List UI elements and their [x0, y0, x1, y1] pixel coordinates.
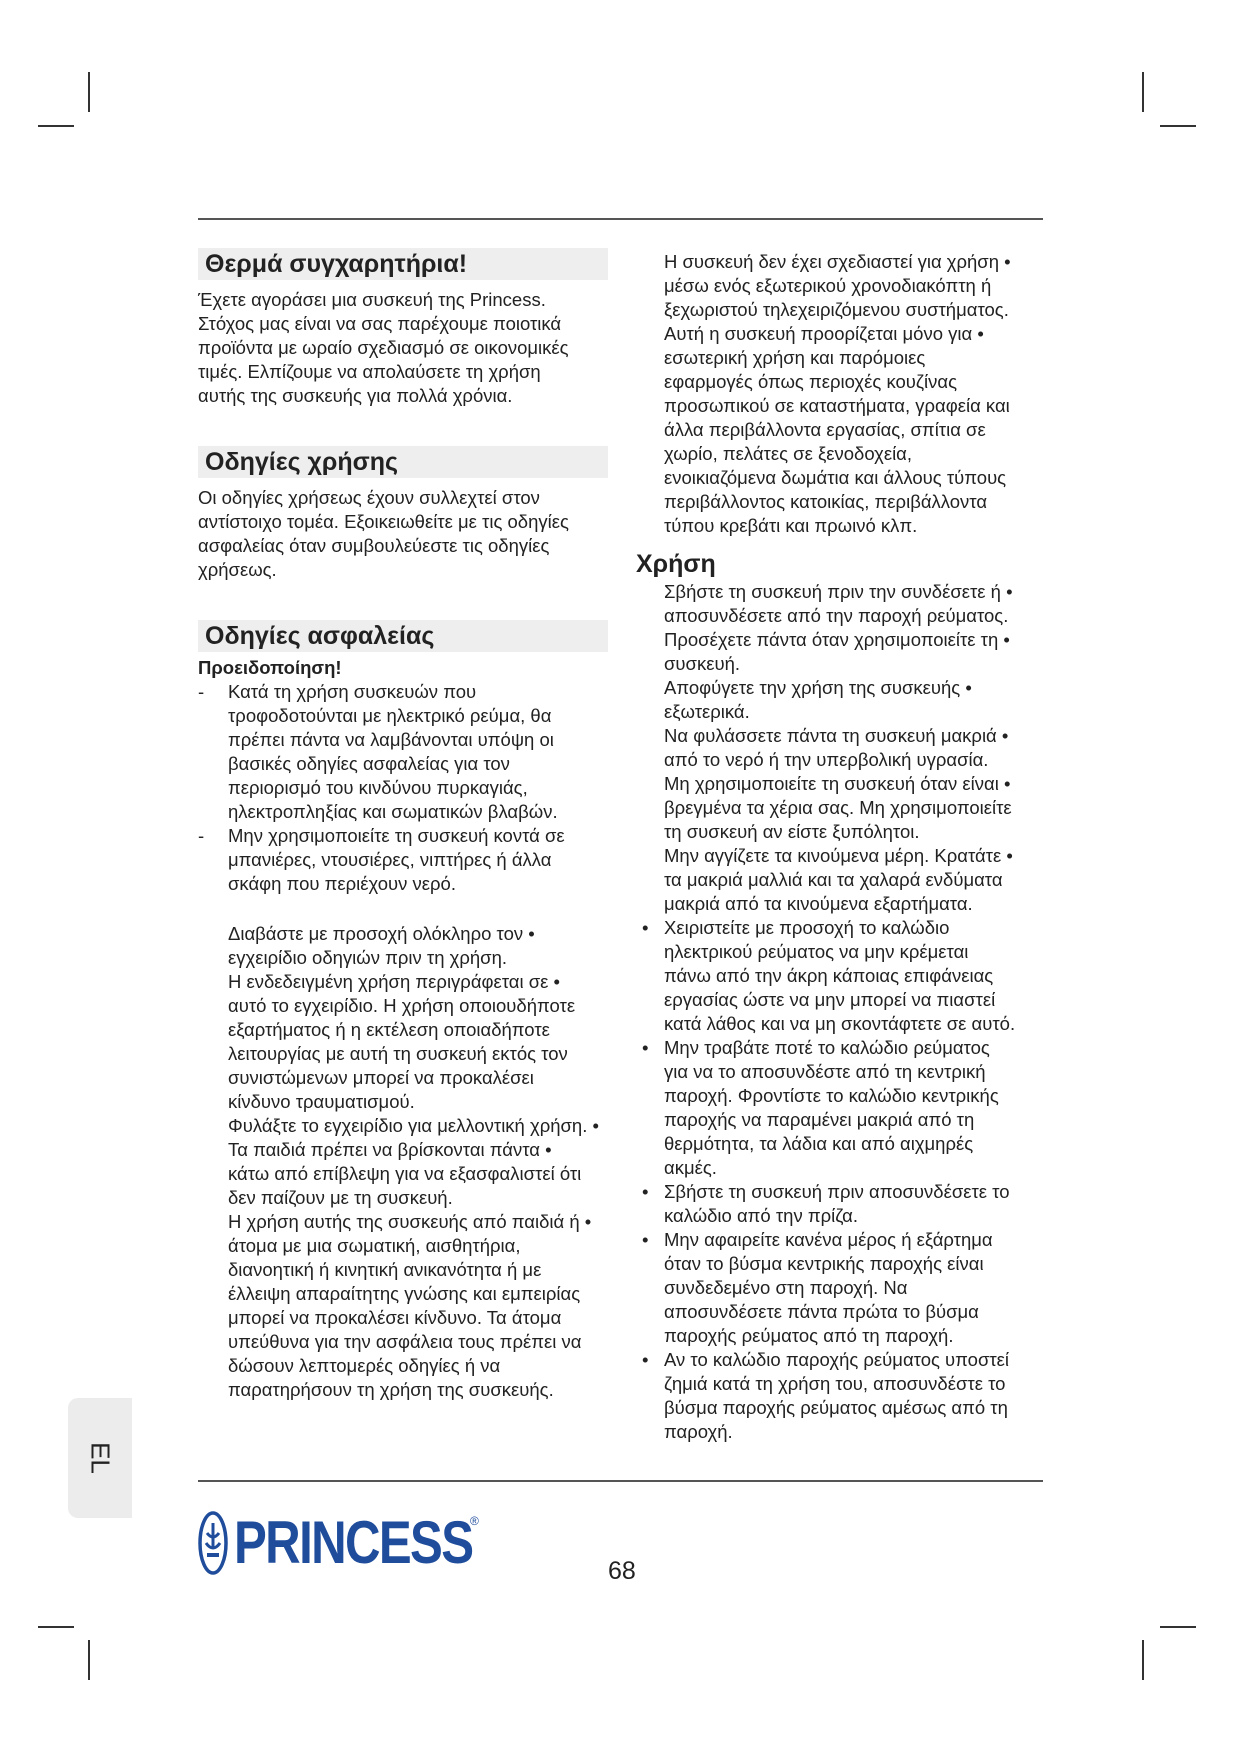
- text-line: μπορεί να προκαλέσει κίνδυνο. Τα άτομα: [228, 1307, 562, 1328]
- text-line: ζημιά κατά τη χρήση του, αποσυνδέστε το: [664, 1373, 1006, 1394]
- text-line: Κατά τη χρήση συσκευών που: [228, 681, 477, 702]
- text-line: βασικές οδηγίες ασφαλείας για τον: [228, 753, 510, 774]
- use-item: [638, 676, 1048, 724]
- text-line: παροχής να παραμένει μακριά από τη: [664, 1109, 975, 1130]
- language-label: EL: [85, 1442, 116, 1474]
- text-line: Έχετε αγοράσει μια συσκευή της Princess.: [198, 289, 546, 310]
- text-line: δεν παίζουν με τη συσκευή.: [228, 1187, 453, 1208]
- crop-mark: [38, 1626, 74, 1628]
- crop-mark: [1160, 125, 1196, 127]
- text-line: τη συσκευή αν είστε ξυπόλητοι.: [664, 821, 920, 842]
- text-line: τύπου κρεβάτι και πρωινό κλπ.: [664, 515, 918, 536]
- bullet-mark: •: [642, 1349, 649, 1370]
- text-line: μέσω ενός εξωτερικού χρονοδιακόπτη ή: [664, 275, 992, 296]
- text-line: εφαρμογές όπως περιοχές κουζίνας: [664, 371, 958, 392]
- text-line: τιμές. Ελπίζουμε να απολαύσετε τη χρήση: [198, 361, 541, 382]
- text-line: συνιστώμενων μπορεί να προκαλέσει: [228, 1067, 534, 1088]
- section-heading-congratulations: Θερμά συγχαρητήρια!: [198, 248, 608, 280]
- right-column: [638, 250, 1048, 1444]
- safety-item: [228, 922, 608, 970]
- crop-mark: [1160, 1626, 1196, 1628]
- section-heading-safety: Οδηγίες ασφαλείας: [198, 620, 608, 652]
- text-line: αυτό το εγχειρίδιο. Η χρήση οποιουδήποτε: [228, 995, 576, 1016]
- instructions-text: [198, 486, 608, 582]
- text-line: Χειριστείτε με προσοχή το καλώδιο: [664, 917, 950, 938]
- use-item: [638, 628, 1048, 676]
- text-line: εσωτερική χρήση και παρόμοιες: [664, 347, 926, 368]
- text-line: Φυλάξτε το εγχειρίδιο για μελλοντική χρήση. •: [228, 1114, 608, 1138]
- safety-item: [228, 970, 608, 1114]
- text-line: συνδεδεμένο στη παροχή. Να: [664, 1277, 908, 1298]
- right-item: [638, 322, 1048, 538]
- princess-logo: [198, 1508, 525, 1578]
- bullet-item: [638, 1348, 1048, 1444]
- dash-item: [198, 824, 608, 896]
- safety-item: [228, 1114, 608, 1138]
- text-line: σκάφη που περιέχουν νερό.: [228, 873, 456, 894]
- crown-emblem-icon: [198, 1509, 228, 1577]
- crop-mark: [1142, 1640, 1144, 1680]
- text-line: τροφοδοτούνται με ηλεκτρικό ρεύμα, θα: [228, 705, 552, 726]
- section-heading-instructions: Οδηγίες χρήσης: [198, 446, 608, 478]
- text-line: προϊόντα με ωραίο σχεδιασμό σε οικονομικές: [198, 337, 569, 358]
- text-line: Μην αφαιρείτε κανένα μέρος ή εξάρτημα: [664, 1229, 993, 1250]
- safety-item: [228, 1210, 608, 1402]
- text-line: Σβήστε τη συσκευή πριν την συνδέσετε ή •: [664, 580, 1048, 604]
- text-line: χρήσεως.: [198, 559, 277, 580]
- text-line: κίνδυνο τραυματισμού.: [228, 1091, 415, 1112]
- text-line: παροχή.: [664, 1421, 733, 1442]
- text-line: υπεύθυνα για την ασφάλεια τους πρέπει να: [228, 1331, 582, 1352]
- text-line: αποσυνδέσετε από την παροχή ρεύματος.: [664, 605, 1009, 626]
- crop-mark: [88, 72, 90, 112]
- text-line: παρατηρήσουν τη χρήση της συσκευής.: [228, 1379, 554, 1400]
- text-line: εξαρτήματος ή η εκτέλεση οποιαδήποτε: [228, 1019, 550, 1040]
- text-line: για να το αποσυνδέστε από τη κεντρική: [664, 1061, 986, 1082]
- text-line: μακριά από τα κινούμενα εξαρτήματα.: [664, 893, 973, 914]
- text-line: μπανιέρες, ντουσιέρες, νιπτήρες ή άλλα: [228, 849, 552, 870]
- congratulations-text: [198, 288, 608, 408]
- text-line: Να φυλάσσετε πάντα τη συσκευή μακριά •: [664, 724, 1048, 748]
- text-line: Στόχος μας είναι να σας παρέχουμε ποιοτικά: [198, 313, 562, 334]
- text-line: Η ενδεδειγμένη χρήση περιγράφεται σε •: [228, 970, 608, 994]
- language-tab: [68, 1398, 132, 1518]
- text-line: αποσυνδέσετε πάντα πρώτα το βύσμα: [664, 1301, 979, 1322]
- text-line: εγχειρίδιο οδηγιών πριν τη χρήση.: [228, 947, 507, 968]
- text-line: πάνω από την άκρη κάποιας επιφάνειας: [664, 965, 994, 986]
- use-item: [638, 772, 1048, 844]
- page-number: 68: [608, 1557, 636, 1585]
- text-line: όταν το βύσμα κεντρικής παροχής είναι: [664, 1253, 984, 1274]
- text-line: Τα παιδιά πρέπει να βρίσκονται πάντα •: [228, 1138, 608, 1162]
- text-line: εργασίας ώστε να μην μπορεί να πιαστεί: [664, 989, 996, 1010]
- text-line: Αποφύγετε την χρήση της συσκευής •: [664, 676, 1048, 700]
- text-line: διανοητική ή κινητική ανικανότητα ή με: [228, 1259, 542, 1280]
- text-line: λειτουργίας με αυτή τη συσκευή εκτός τον: [228, 1043, 568, 1064]
- text-line: παροχή. Φροντίστε το καλώδιο κεντρικής: [664, 1085, 999, 1106]
- text-line: άτομα με μια σωματική, αισθητήρια,: [228, 1235, 521, 1256]
- text-line: βρεγμένα τα χέρια σας. Μη χρησιμοποιείτε: [664, 797, 1012, 818]
- bullet-item: [638, 1228, 1048, 1348]
- crop-mark: [38, 125, 74, 127]
- warning-title: Προειδοποίηση!: [198, 657, 342, 678]
- text-line: Μην τραβάτε ποτέ το καλώδιο ρεύματος: [664, 1037, 990, 1058]
- text-line: αυτής της συσκευής για πολλά χρόνια.: [198, 385, 513, 406]
- text-line: δώσουν λεπτομερές οδηγίες ή να: [228, 1355, 501, 1376]
- text-line: άλλα περιβάλλοντα εργασίας, σπίτια σε: [664, 419, 986, 440]
- safety-item: [228, 1138, 608, 1210]
- text-line: περιβάλλοντος κατοικίας, περιβάλλοντα: [664, 491, 988, 512]
- bullet-mark: •: [642, 1037, 649, 1058]
- text-line: ενοικιαζόμενα δωμάτια και άλλους τύπους: [664, 467, 1007, 488]
- bullet-mark: •: [642, 1229, 649, 1250]
- left-column: [198, 248, 608, 1402]
- text-line: Διαβάστε με προσοχή ολόκληρο τον •: [228, 922, 608, 946]
- text-line: Μη χρησιμοποιείτε τη συσκευή όταν είναι •: [664, 772, 1048, 796]
- registered-mark: ®: [470, 1514, 479, 1528]
- dash-mark: -: [198, 681, 205, 702]
- text-line: κατά λάθος και να μη σκοντάφτετε σε αυτό.: [664, 1013, 1016, 1034]
- text-line: Μην χρησιμοποιείτε τη συσκευή κοντά σε: [228, 825, 565, 846]
- text-line: τα μακριά μαλλιά και τα χαλαρά ενδύματα: [664, 869, 1003, 890]
- dash-mark: -: [198, 825, 205, 846]
- use-item: [638, 844, 1048, 916]
- text-line: Οι οδηγίες χρήσεως έχουν συλλεχτεί στον: [198, 487, 540, 508]
- bullet-item: [638, 916, 1048, 1036]
- dash-item: [198, 680, 608, 824]
- text-line: κάτω από επίβλεψη για να εξασφαλιστεί ότι: [228, 1163, 582, 1184]
- bullet-mark: •: [642, 917, 649, 938]
- brand-wordmark: PRINCESS: [234, 1509, 473, 1576]
- use-item: [638, 580, 1048, 628]
- text-line: συσκευή.: [664, 653, 740, 674]
- text-line: καλώδιο από την πρίζα.: [664, 1205, 858, 1226]
- text-line: από το νερό ή την υπερβολική υγρασία.: [664, 749, 989, 770]
- bottom-rule: [198, 1480, 1043, 1482]
- text-line: παροχής ρεύματος από τη παροχή.: [664, 1325, 954, 1346]
- text-line: Αυτή η συσκευή προορίζεται μόνο για •: [664, 322, 1048, 346]
- right-item: [638, 250, 1048, 322]
- text-line: Αν το καλώδιο παροχής ρεύματος υποστεί: [664, 1349, 1010, 1370]
- bullet-item: [638, 1180, 1048, 1228]
- text-line: Η χρήση αυτής της συσκευής από παιδιά ή •: [228, 1210, 608, 1234]
- text-line: εξωτερικά.: [664, 701, 750, 722]
- text-line: βύσμα παροχής ρεύματος αμέσως από τη: [664, 1397, 1008, 1418]
- text-line: Σβήστε τη συσκευή πριν αποσυνδέσετε το: [664, 1181, 1010, 1202]
- text-line: Η συσκευή δεν έχει σχεδιαστεί για χρήση •: [664, 250, 1048, 274]
- bullet-item: [638, 1036, 1048, 1180]
- section-heading-use: Χρήση: [636, 550, 716, 578]
- text-line: ασφαλείας όταν συμβουλεύεστε τις οδηγίες: [198, 535, 550, 556]
- text-line: ακμές.: [664, 1157, 717, 1178]
- text-line: ξεχωριστού τηλεχειριζόμενου συστήματος.: [664, 299, 1009, 320]
- text-line: χωρίο, πελάτες σε ξενοδοχεία,: [664, 443, 913, 464]
- text-line: θερμότητα, τα λάδια και από αιχμηρές: [664, 1133, 974, 1154]
- safety-items: [198, 922, 608, 1402]
- text-line: έλλειψη απαραίτητης γνώσης και εμπειρίας: [228, 1283, 581, 1304]
- text-line: προσωπικού σε καταστήματα, γραφεία και: [664, 395, 1010, 416]
- crop-mark: [1142, 72, 1144, 112]
- text-line: αντίστοιχο τομέα. Εξοικειωθείτε με τις οδηγίες: [198, 511, 569, 532]
- top-rule: [198, 218, 1043, 220]
- text-line: ηλεκτροπληξίας και σωματικών βλαβών.: [228, 801, 558, 822]
- use-item: [638, 724, 1048, 772]
- text-line: Προσέχετε πάντα όταν χρησιμοποιείτε τη •: [664, 628, 1048, 652]
- text-line: Μην αγγίζετε τα κινούμενα μέρη. Κρατάτε •: [664, 844, 1048, 868]
- crop-mark: [88, 1640, 90, 1680]
- text-line: ηλεκτρικού ρεύματος να μην κρέμεται: [664, 941, 969, 962]
- bullet-mark: •: [642, 1181, 649, 1202]
- text-line: περιορισμό του κινδύνου πυρκαγιάς,: [228, 777, 528, 798]
- text-line: πρέπει πάντα να λαμβάνονται υπόψη οι: [228, 729, 554, 750]
